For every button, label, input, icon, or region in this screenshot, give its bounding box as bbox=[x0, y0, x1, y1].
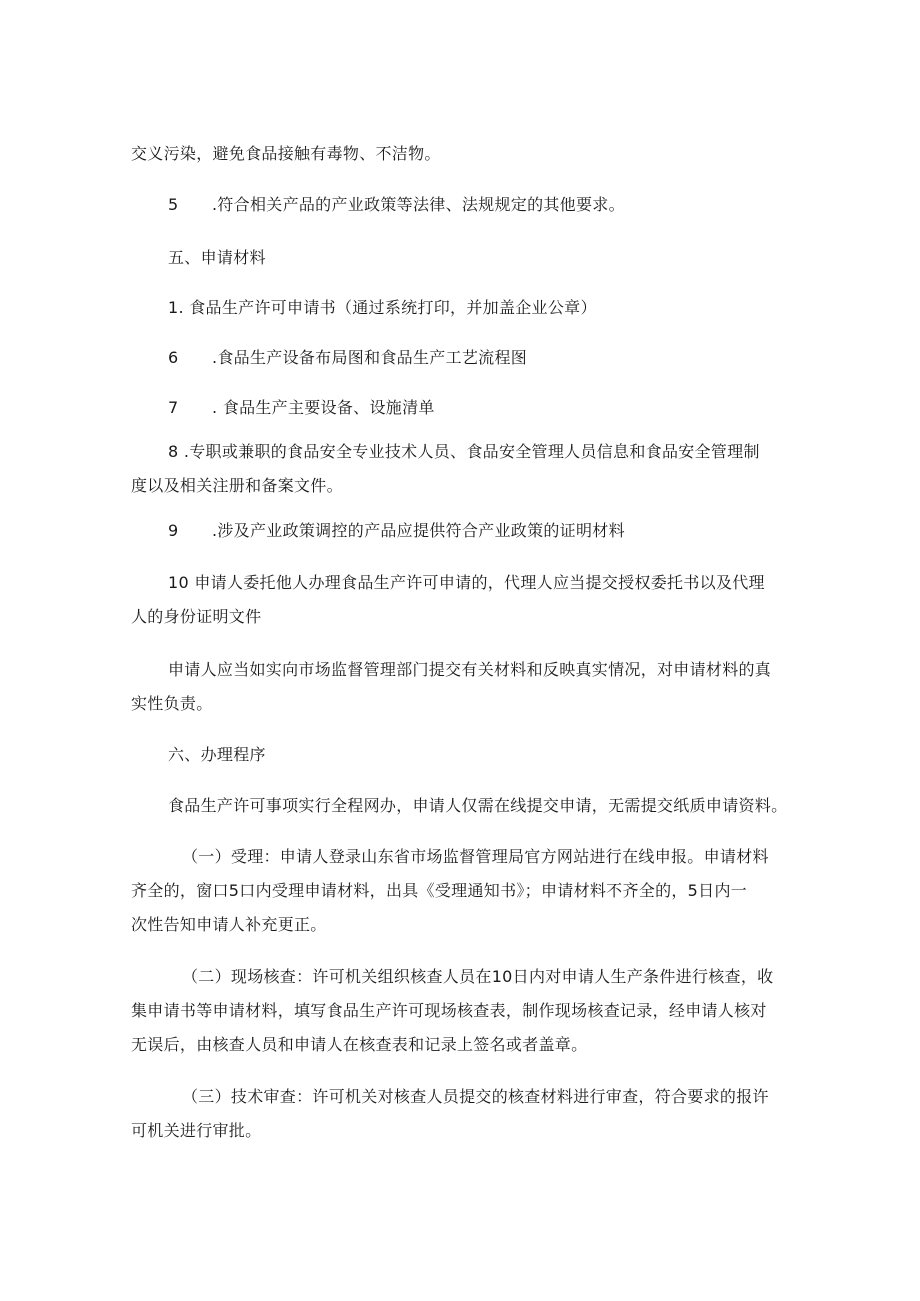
list-item-text: .食品生产设备布局图和食品生产工艺流程图 bbox=[212, 348, 528, 367]
list-number: 5 bbox=[168, 195, 179, 214]
section-heading: 五、申请材料 bbox=[168, 248, 266, 267]
paragraph-line: 齐全的，窗口5口内受理申请材料，出具《受理通知书》；申请材料不齐全的，5日内一 bbox=[131, 881, 748, 900]
list-item: 1. 食品生产许可申请书（通过系统打印，并加盖企业公章） bbox=[168, 298, 597, 317]
list-item: 8 .专职或兼职的食品安全专业技术人员、食品安全管理人员信息和食品安全管理制 bbox=[168, 442, 760, 461]
list-number: 7 bbox=[168, 398, 179, 417]
paragraph-line: （二）现场核查：许可机关组织核查人员在10日内对申请人生产条件进行核查，收 bbox=[182, 967, 774, 986]
paragraph-line: 食品生产许可事项实行全程网办，申请人仅需在线提交申请，无需提交纸质申请资料。 bbox=[168, 796, 788, 815]
paragraph-line: 次性告知申请人补充更正。 bbox=[131, 915, 327, 934]
paragraph-line: 申请人应当如实向市场监督管理部门提交有关材料和反映真实情况，对申请材料的真 bbox=[168, 660, 772, 679]
paragraph-line: （一）受理：申请人登录山东省市场监督管理局官方网站进行在线申报。申请材料 bbox=[182, 847, 769, 866]
list-item-text: . 食品生产主要设备、设施清单 bbox=[212, 398, 435, 417]
paragraph-line: （三）技术审查：许可机关对核查人员提交的核查材料进行审查，符合要求的报许 bbox=[182, 1087, 769, 1106]
paragraph-line: 实性负责。 bbox=[131, 694, 213, 713]
list-item-text: .符合相关产品的产业政策等法律、法规规定的其他要求。 bbox=[212, 195, 625, 214]
paragraph-line: 无误后，由核查人员和申请人在核查表和记录上签名或者盖章。 bbox=[131, 1035, 588, 1054]
list-item-text: .涉及产业政策调控的产品应提供符合产业政策的证明材料 bbox=[212, 521, 625, 540]
list-number: 9 bbox=[168, 521, 179, 540]
paragraph-line: 集申请书等申请材料，填写食品生产许可现场核查表，制作现场核查记录，经申请人核对 bbox=[131, 1001, 767, 1020]
section-heading: 六、办理程序 bbox=[168, 745, 266, 764]
list-item: 10 申请人委托他人办理食品生产许可申请的，代理人应当提交授权委托书以及代理 bbox=[168, 573, 765, 592]
list-item-continuation: 度以及相关注册和备案文件。 bbox=[131, 476, 343, 495]
list-item-continuation: 人的身份证明文件 bbox=[131, 607, 262, 626]
paragraph-line: 可机关进行审批。 bbox=[131, 1121, 262, 1140]
paragraph-line: 交义污染，避免食品接触有毒物、不洁物。 bbox=[131, 144, 441, 163]
list-number: 6 bbox=[168, 348, 179, 367]
